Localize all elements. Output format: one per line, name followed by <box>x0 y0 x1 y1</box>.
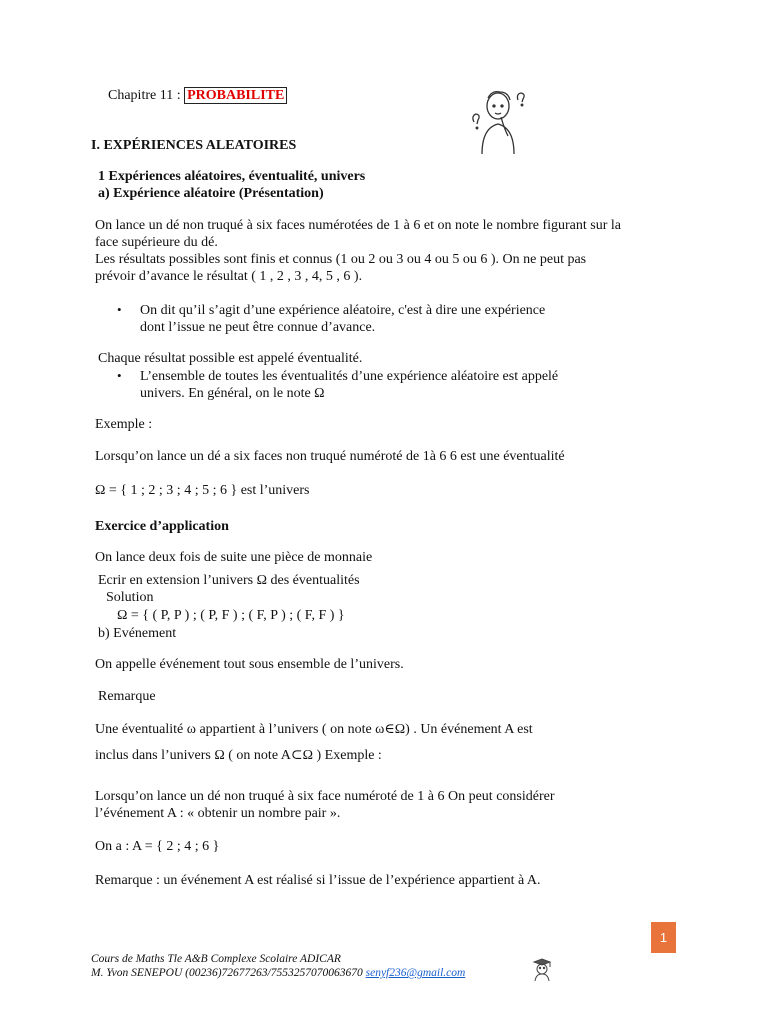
paragraph-line: On lance un dé non truqué à six faces numérotées de 1 à 6 et on note le nombre figurant sur la <box>95 218 621 233</box>
bullet-text: L’ensemble de toutes les éventualités d’une expérience aléatoire est appelé <box>140 369 559 384</box>
example2-set: On a : A = { 2 ; 4 ; 6 } <box>95 839 220 854</box>
bullet-text: univers. En général, on le note Ω <box>140 386 325 401</box>
event-definition: On appelle événement tout sous ensemble de l’univers. <box>95 657 404 672</box>
remark-text: Une éventualité ω appartient à l’univers ( on note ω∈Ω) . Un événement A est <box>95 722 533 737</box>
example2-text: Lorsqu’on lance un dé non truqué à six face numéroté de 1 à 6 On peut considérer <box>95 789 555 804</box>
exercise-text: On lance deux fois de suite une pièce de monnaie <box>95 550 373 565</box>
footer-author: M. Yvon SENEPOU (00236)72677263/7553257070063670 <box>91 967 363 979</box>
solution-label: Solution <box>106 590 154 605</box>
thinking-person-illustration <box>468 84 534 156</box>
remark-label: Remarque <box>98 689 156 704</box>
remark2-text: Remarque : un événement A est réalisé si l’issue de l’expérience appartient à A. <box>95 873 541 888</box>
paragraph-line: Chaque résultat possible est appelé éventualité. <box>98 351 363 366</box>
footer-contact <box>91 966 465 981</box>
paragraph-line: face supérieure du dé. <box>95 235 218 250</box>
chapter-label: Chapitre 11 : <box>108 88 181 103</box>
chapter-title: PROBABILITE <box>184 87 287 104</box>
chapter-heading <box>108 87 287 104</box>
page-number-badge: 1 <box>651 922 676 953</box>
remark-text: inclus dans l’univers Ω ( on note A⊂Ω ) Exemple : <box>95 748 382 763</box>
bullet-text: dont l’issue ne peut être connue d’avance. <box>140 320 376 335</box>
footer-email-link[interactable]: senyf236@gmail.com <box>365 967 466 979</box>
graduate-mascot-icon <box>530 956 554 982</box>
subsection-subtitle: a) Expérience aléatoire (Présentation) <box>98 186 324 201</box>
solution-set: Ω = { ( P, P ) ; ( P, F ) ; ( F, P ) ; ( F, F ) } <box>117 608 345 623</box>
example-label: Exemple : <box>95 417 153 432</box>
section-title: I. EXPÉRIENCES ALEATOIRES <box>91 138 297 153</box>
subsection-title: 1 Expériences aléatoires, éventualité, univers <box>98 169 366 184</box>
bullet-icon: • <box>117 368 122 383</box>
omega-set: Ω = { 1 ; 2 ; 3 ; 4 ; 5 ; 6 } est l’univers <box>95 483 310 498</box>
exercise-title: Exercice d’application <box>95 519 229 534</box>
bullet-icon: • <box>117 302 122 317</box>
event-title: b) Evénement <box>98 626 177 641</box>
exercise-text: Ecrir en extension l’univers Ω des éventualités <box>98 573 360 588</box>
example2-text: l’événement A : « obtenir un nombre pair ». <box>95 806 341 821</box>
bullet-text: On dit qu’il s’agit d’une expérience aléatoire, c'est à dire une expérience <box>140 303 546 318</box>
paragraph-line: prévoir d’avance le résultat ( 1 , 2 , 3 , 4, 5 , 6 ). <box>95 269 363 284</box>
example-text: Lorsqu’on lance un dé a six faces non truqué numéroté de 1à 6 6 est une éventualité <box>95 449 565 464</box>
footer-line: Cours de Maths Tle A&B Complexe Scolaire ADICAR <box>91 953 341 965</box>
paragraph-line: Les résultats possibles sont finis et connus (1 ou 2 ou 3 ou 4 ou 5 ou 6 ). On ne peut pas <box>95 252 587 267</box>
